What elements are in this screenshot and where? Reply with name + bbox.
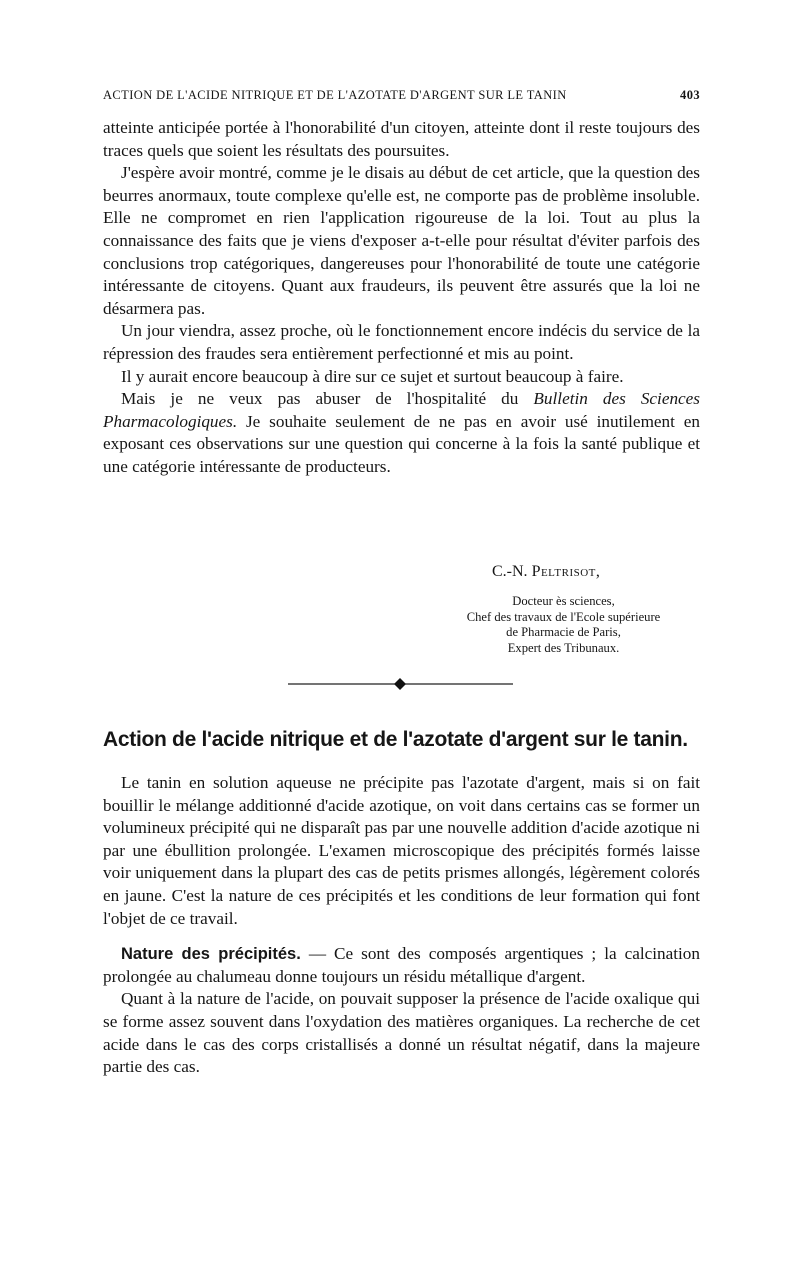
paragraph: J'espère avoir montré, comme je le disais au début de cet article, que la question des beurres anormaux, toute complexe qu'elle est, ne comporte pas de problème insoluble. Elle ne compromet en rien l'application rigoureuse de la loi. Tout au plus la connaissance des faits que je viens d'exposer a-t-elle pour résultat d'éviter parfois des conclusions trop catégoriques, dangereuses pour l'honorabilité de toute une catégorie intéressante de citoyens. Quant aux fraudeurs, ils peuvent être assurés que la loi ne désarmera pas. [103,163,700,318]
text-span: Mais je ne veux pas abuser de l'hospitalité du [121,389,534,409]
paragraph: Le tanin en solution aqueuse ne précipite pas l'azotate d'argent, mais si on fait bouillir le mélange additionné d'acide azotique, on voit dans certains cas se former un volumineux précipité qui ne disparaît pas par une nouvelle addition d'acide azotique ni par une ébullition prolongée. L'examen microscopique des précipités formés laisse voir uniquement dans la plupart des cas de petits prismes allongés, légèrement colorés en jaune. C'est la nature de ces précipités et les conditions de leur formation qui font l'objet de ce travail. [103,773,700,928]
paragraph [103,388,700,478]
author-titles [421,594,706,656]
section-divider [288,677,513,691]
paragraph: Quant à la nature de l'acide, on pouvait supposer la présence de l'acide oxalique qui se forme assez souvent dans l'oxydation des matières organiques. La recherche de cet acide dans le cas des corps cristallisés a donné un résultat négatif, dans la majeure partie des cas. [103,989,700,1077]
author-title-line: de Pharmacie de Paris, [506,625,621,639]
author-name [492,563,600,581]
running-title: ACTION DE L'ACIDE NITRIQUE ET DE L'AZOTATE D'ARGENT SUR LE TANIN [103,88,567,102]
author-surname: Peltrisot, [531,563,601,580]
page-number: 403 [680,88,700,102]
journal-title: Bulletin des Sciences Pharmacologiques. [103,389,700,431]
paragraph: atteinte anticipée portée à l'honorabilité d'un citoyen, atteinte dont il reste toujours des traces quels que soient les résultats des poursuites. [103,118,700,160]
text-span: — Ce sont des composés argentiques ; la calcination prolongée au chalumeau donne toujours un résidu métallique d'argent. [103,944,700,986]
author-title-line: Expert des Tribunaux. [507,640,620,655]
running-header [103,88,700,103]
divider-diamond-icon [394,678,406,690]
paragraph: Un jour viendra, assez proche, où le fonctionnement encore indécis du service de la répression des fraudes sera entièrement perfectionné et mis au point. [103,321,700,363]
paragraph [103,943,700,988]
article-title: Action de l'acide nitrique et de l'azotate d'argent sur le tanin. [103,728,688,751]
section-heading: Nature des précipités. [121,945,301,964]
text-span: Je souhaite seulement de ne pas en avoir usé inutilement en exposant ces observations sur une question qui concerne à la fois la santé publique et une catégorie intéressante de producteurs. [103,411,700,476]
article-body [103,772,700,1079]
paragraph: Il y aurait encore beaucoup à dire sur ce sujet et surtout beaucoup à faire. [121,366,624,386]
author-title-line: Chef des travaux de l'Ecole supérieure [466,609,661,624]
author-title-line: Docteur ès sciences, [512,594,615,608]
author-initials: C.-N. [492,563,532,580]
article-conclusion [103,117,700,479]
